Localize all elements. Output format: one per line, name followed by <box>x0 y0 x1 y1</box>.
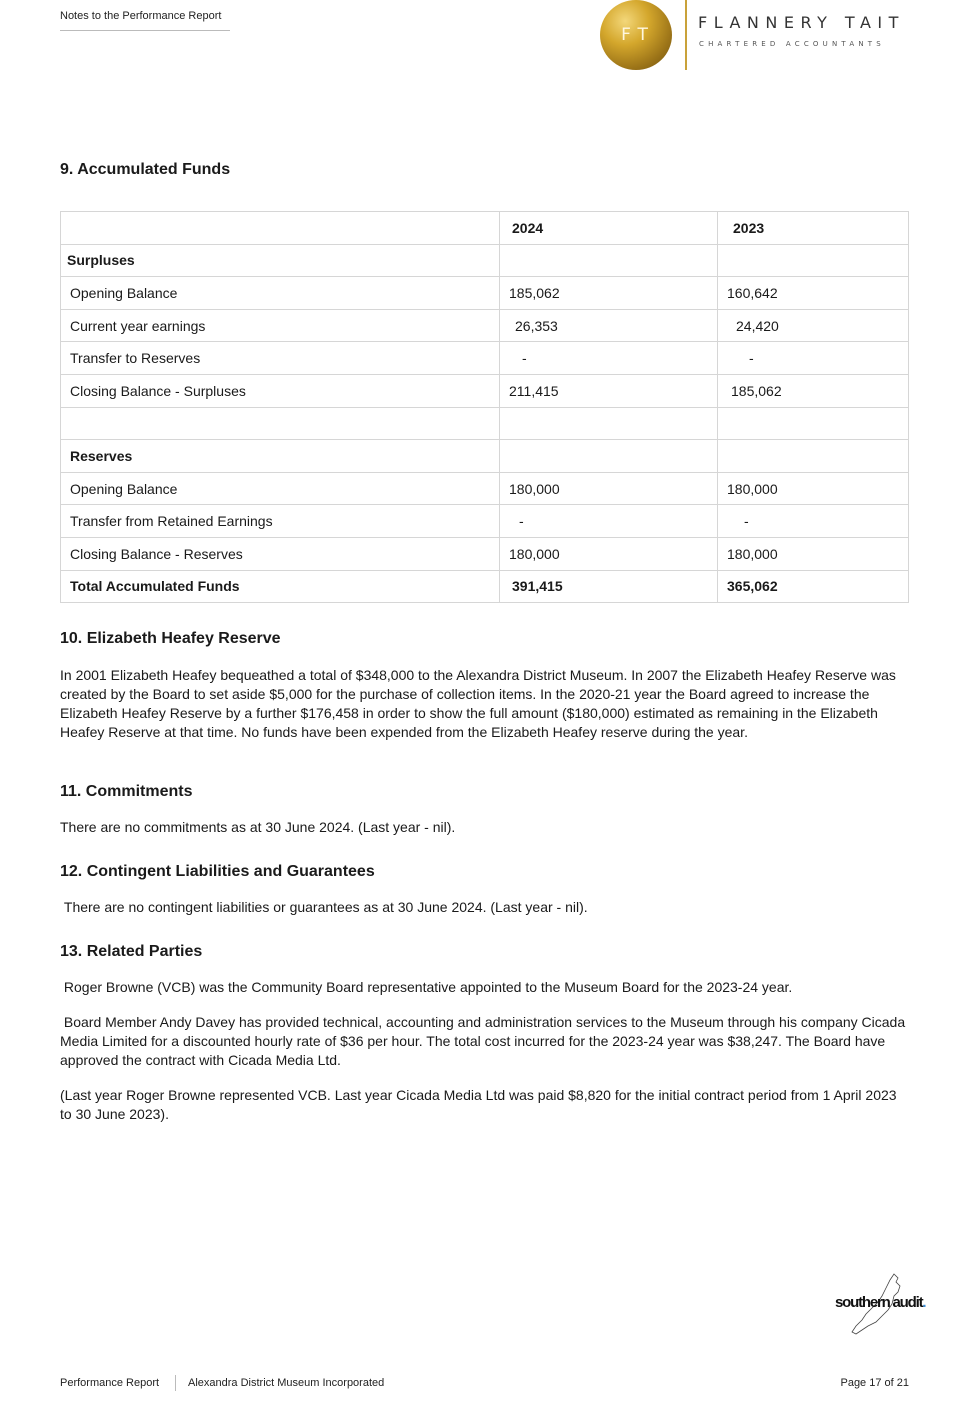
section-13-para-3: (Last year Roger Browne represented VCB. Last year Cicada Media Ltd was paid $8,820 for the initial contract period from 1 April 2023 to 30 June 2023). <box>60 1087 897 1122</box>
ft-logo-emblem: FT <box>600 0 672 70</box>
section-11-title: 11. Commitments <box>60 783 193 800</box>
row-value-2023: 160,642 <box>718 277 909 310</box>
table-header-row <box>61 212 909 245</box>
table-row <box>61 537 909 570</box>
header-cell-2024: 2024 <box>500 212 718 245</box>
logo-name: FLANNERY TAIT <box>698 13 905 32</box>
row-label: Opening Balance <box>61 472 500 505</box>
table-row <box>61 472 909 505</box>
section-13-title: 13. Related Parties <box>60 943 203 960</box>
section-12-title: 12. Contingent Liabilities and Guarantees <box>60 863 375 880</box>
row-value-2024: 26,353 <box>500 309 718 342</box>
row-label: Surpluses <box>61 244 500 277</box>
section-13-para-2: Board Member Andy Davey has provided technical, accounting and administration services to the Museum through his company Cicada Media Limited for a discounted hourly rate of $36 per hour. The total cost incurred for the 2023-24 year was $38,247. The Board have approved the contract with Cicada Media Ltd. <box>60 1014 910 1068</box>
table-row <box>61 374 909 407</box>
row-label: Reserves <box>61 440 500 473</box>
row-value-2024: 211,415 <box>500 374 718 407</box>
row-value-2023 <box>718 244 909 277</box>
header-cell-2023: 2023 <box>718 212 909 245</box>
table-row <box>61 244 909 277</box>
southern-audit-text: southern audit <box>835 1294 923 1311</box>
accumulated-funds-table <box>60 211 909 603</box>
section-10-title: 10. Elizabeth Heafey Reserve <box>60 630 281 647</box>
row-label: Closing Balance - Surpluses <box>61 374 500 407</box>
section-13-para-1: Roger Browne (VCB) was the Community Board representative appointed to the Museum Board for the 2023-24 year. <box>60 979 793 995</box>
row-value-2023: - <box>718 505 909 538</box>
row-value-2023: 365,062 <box>718 570 909 603</box>
table-row-total <box>61 570 909 603</box>
row-value-2024: 185,062 <box>500 277 718 310</box>
row-label: Opening Balance <box>61 277 500 310</box>
row-value-2024: 180,000 <box>500 537 718 570</box>
header-note: Notes to the Performance Report <box>60 10 230 31</box>
row-label: Current year earnings <box>61 309 500 342</box>
row-value-2024 <box>500 244 718 277</box>
table-row <box>61 440 909 473</box>
row-value-2023: - <box>718 342 909 375</box>
logo-divider <box>685 0 687 70</box>
table-row <box>61 309 909 342</box>
footer-divider <box>175 1375 176 1391</box>
row-value-2024: 180,000 <box>500 472 718 505</box>
southern-audit-dot: . <box>922 1294 926 1311</box>
row-value-2023: 185,062 <box>718 374 909 407</box>
footer-page-number: Page 17 of 21 <box>840 1377 909 1389</box>
row-value-2024: - <box>500 342 718 375</box>
row-value-2023: 180,000 <box>718 472 909 505</box>
logo-subtitle: CHARTERED ACCOUNTANTS <box>699 40 885 48</box>
row-value-2023 <box>718 440 909 473</box>
section-11-text: There are no commitments as at 30 June 2024. (Last year - nil). <box>60 819 456 835</box>
row-label: Transfer from Retained Earnings <box>61 505 500 538</box>
row-value-2024: - <box>500 505 718 538</box>
row-label: Transfer to Reserves <box>61 342 500 375</box>
table-row <box>61 505 909 538</box>
footer-organisation: Alexandra District Museum Incorporated <box>188 1377 385 1389</box>
table-row <box>61 342 909 375</box>
table-row <box>61 277 909 310</box>
section-10-text: In 2001 Elizabeth Heafey bequeathed a total of $348,000 to the Alexandra District Museum. In 2007 the Elizabeth Heafey Reserve was created by the Board to set aside $5,000 for the purchase of collection items. In the 2020-21 year the Board agreed to increase the Elizabeth Heafey Reserve by a further $176,458 in order to show the full amount ($180,000) estimated as remaining in the Elizabeth Heafey Reserve at that time. No funds have been expended from the Elizabeth Heafey reserve during the year. <box>60 667 896 740</box>
section-12-text: There are no contingent liabilities or guarantees as at 30 June 2024. (Last year - nil). <box>60 899 588 915</box>
row-value-2024 <box>500 407 718 440</box>
table-row-spacer <box>61 407 909 440</box>
row-value-2023 <box>718 407 909 440</box>
footer-report-title: Performance Report <box>60 1377 160 1389</box>
row-label <box>61 407 500 440</box>
row-label: Closing Balance - Reserves <box>61 537 500 570</box>
header-cell-label <box>61 212 500 245</box>
row-value-2023: 24,420 <box>718 309 909 342</box>
row-value-2024: 391,415 <box>500 570 718 603</box>
row-label: Total Accumulated Funds <box>61 570 500 603</box>
section-9-title: 9. Accumulated Funds <box>60 161 231 178</box>
row-value-2023: 180,000 <box>718 537 909 570</box>
row-value-2024 <box>500 440 718 473</box>
